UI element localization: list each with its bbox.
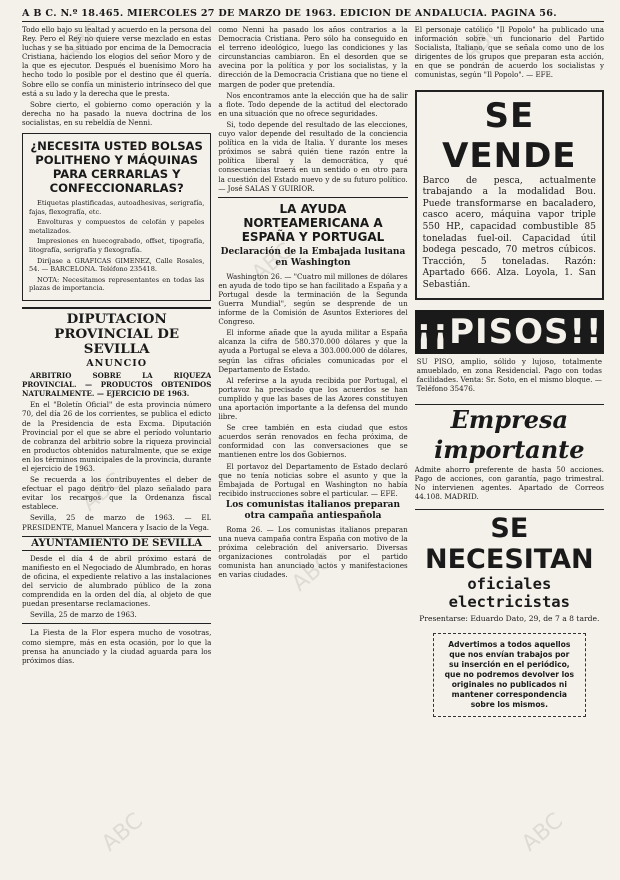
diputacion-subtitle: ANUNCIO xyxy=(86,357,148,369)
headline-comunistas: Los comunistas italianos preparan otra campaña antiespañola xyxy=(225,499,401,521)
column-middle xyxy=(218,25,407,867)
watermark: ABC xyxy=(77,468,128,517)
article-paragraph: La Fiesta de la Flor espera mucho de vosotras, como siempre, más en esta ocasión, por lo que la prensa ha anunciado y la ciudad aguarda para los próximos días. xyxy=(22,628,212,665)
ad-line: NOTA: Necesitamos representantes en todas las plazas de importancia. xyxy=(29,275,205,293)
se-vende-body: Barco de pesca, actualmente trabajando a la modalidad Bou. Puede transformarse en bacaladero, casco acero, máquina vapor triple 550 HP., capacidad combustible 85 toneladas fuel-oil. Capacidad útil bodega pescado, 70 metros cúbicos. Tracción, 5 toneladas. Razón: Apartado 666. Alza. Loyola, 1. San Sebastián. xyxy=(422,175,596,290)
article-paragraph: Se cree también en esta ciudad que estos acuerdos serán renovados en fecha próxima, de conformidad con las conversaciones que se mantienen entre los dos Gobiernos. xyxy=(218,423,408,460)
article-paragraph: como Nenni ha pasado los años contrarios a la Democracia Cristiana. Pero sólo ha conseguido en el terreno ideológico, luego las condiciones y las circunstancias cambiaron. En el desorden que se avecina por la política y por los socialistas, y la dirección de la Democracia Cristiana que no tiene el margen de poder que pretendía. xyxy=(218,25,408,89)
ad-line: Etiquetas plastificadas, autoadhesivas, serigrafía, fajas, flexografía, etc. xyxy=(29,199,205,216)
watermark: ABC xyxy=(247,238,298,287)
watermark: ABC xyxy=(457,18,508,67)
ad-title: ¿NECESITA USTED BOLSAS POLITHENO Y MÁQUINAS PARA CERRARLAS Y CONFECCIONARLAS? xyxy=(30,139,203,196)
article-paragraph: Todo ello bajo su lealtad y acuerdo en la persona del Rey. Pero el Rey no quiere verse mezclado en estas luchas y se ha situado por encima de la Democracia Cristiana, haciendo los elogios del señor Moro y de la que es ejecutor. Después el buenísimo Moro ha hecho todo lo posible por el destino que él quería. Sobre ello se confía un ministerio intrínseco del que está a su lado y la derecha que le presta. xyxy=(22,25,212,98)
ad-line: Diríjase a GRAFICAS GIMENEZ, Calle Rosales, 54. — BARCELONA. Teléfono 235418. xyxy=(29,256,205,274)
diputacion-title: DIPUTACION PROVINCIAL DE SEVILLA xyxy=(22,307,211,357)
divider xyxy=(22,623,211,624)
ad-bolsas-politheno xyxy=(22,133,211,301)
watermark: ABC xyxy=(517,808,568,857)
se-vende-title: SE VENDE xyxy=(442,95,577,176)
empresa-body: Admite ahorro preferente de hasta 50 acciones. Pago de acciones, con garantía, pago trimestral. No intervienen agentes. Apartado de Correos 44.108. MADRID. xyxy=(414,464,604,501)
subheadline-embajada: Declaración de la Embajada lusitana en Washington xyxy=(220,246,406,268)
se-necesitan-subtitle: oficiales electricistas xyxy=(448,574,570,611)
ad-line: Envolturas y compuestos de celofán y papeles metalizados. xyxy=(29,218,205,235)
article-paragraph: Sevilla, 25 de marzo de 1963. — EL PRESIDENTE, Manuel Mancera y Isacio de la Vega. xyxy=(22,513,212,532)
empresa-title: Empresa importante xyxy=(415,404,604,465)
column-left xyxy=(22,25,211,867)
column-right xyxy=(415,25,604,867)
ayuntamiento-title: AYUNTAMIENTO DE SEVILLA xyxy=(22,536,211,551)
article-paragraph: ARBITRIO SOBRE LA RIQUEZA PROVINCIAL. — PRODUCTOS OBTENIDOS NATURALMENTE. — EJERCICIO DE 1963. xyxy=(22,371,212,399)
headline-ayuda: LA AYUDA NORTEAMERICANA A ESPAÑA Y PORTUGAL xyxy=(241,201,385,244)
ad-line: Impresiones en huecograbado, offset, tipografía, litografía, serigrafía y flexografía. xyxy=(29,237,205,254)
article-paragraph: El personaje católico "Il Popolo" ha publicado una información sobre un funcionario del Partido Socialista, Italiano, que se señala como uno de los dirigentes de los grupos que preparan esta acción, en que se pondrán de acuerdo los socialistas y comunistas, según "Il Popolo". — EFE. xyxy=(414,25,604,80)
pisos-title: ¡¡PISOS!! xyxy=(416,311,603,352)
article-paragraph: Si, todo depende del resultado de las elecciones, cuyo valor depende del resultado de la conciencia política en la vida de Italia. Y durante los meses próximos se sabrá quién tiene razón entre la política liberal y la democrática, y qué consecuencias traerá en un sentido o en otro para la cuestión del Estado nuevo y de su futuro político. — José SALAS Y GUIRIOR. xyxy=(218,119,408,193)
page-header: A B C. N.º 18.465. MIERCOLES 27 DE MARZO DE 1963. EDICION DE ANDALUCIA. PAGINA 56. xyxy=(22,8,604,22)
article-paragraph: Al referirse a la ayuda recibida por Portugal, el portavoz ha precisado que los acuerdos se han cumplido y que las bases de las Azores constituyen una aportación importante a la defensa del mundo libre. xyxy=(218,375,408,422)
article-paragraph: Washington 26. — "Cuatro mil millones de dólares en ayuda de todo tipo se han facilitado a España y a Portugal desde la terminación de la Segunda Guerra Mundial", según se desprende de un informe de la Comisión de Asuntos Exteriores del Congreso. xyxy=(218,271,408,327)
article-paragraph: Roma 26. — Los comunistas italianos preparan una nueva campaña contra España con motivo de la próxima celebración del aniversario. Diversas organizaciones controladas por el partido comunista han anunciado actos y manifestaciones en varias ciudades. xyxy=(218,524,408,580)
article-paragraph: Sobre cierto, el gobierno como operación y la derecha no ha pasado la nueva doctrina de los socialistas, en su rebeldía de Nenni. xyxy=(22,99,212,127)
article-paragraph: Nos encontramos ante la elección que ha de salir a flote. Todo depende de la actitud del electorado en una situación que no ofrece seguridades. xyxy=(218,90,408,118)
divider xyxy=(218,197,407,198)
watermark: ABC xyxy=(97,808,148,857)
columns xyxy=(22,25,604,867)
se-necesitan-title: SE NECESITAN xyxy=(415,509,604,575)
ad-se-vende xyxy=(415,90,604,300)
pisos-body: SU PISO, amplio, sólido y lujoso, totalmente amueblado, en zona Residencial. Pago con todas facilidades. Venta: Sr. Soto, en el mismo bloque. — Teléfono 35476. xyxy=(416,356,602,393)
article-paragraph: Sevilla, 25 de marzo de 1963. xyxy=(30,610,137,620)
article-paragraph: El informe añade que la ayuda militar a España alcanza la cifra de 580.370.000 dólares y que la ayuda a Portugal se eleva a 303.000.000 de dólares, según las cifras oficiales comunicadas por el Departamento de Estado. xyxy=(218,328,408,374)
se-necesitan-body: Presentarse: Eduardo Dato, 29, de 7 a 8 tarde. xyxy=(419,613,600,623)
article-paragraph: Desde el día 4 de abril próximo estará de manifiesto en el Negociado de Alumbrado, en horas de oficina, el expediente relativo a las instalaciones del servicio de alumbrado público de la zona comprendida en la orden del día, al objeto de que puedan presentarse reclamaciones. xyxy=(22,553,212,609)
watermark: ABC xyxy=(57,18,108,67)
article-paragraph: Se recuerda a los contribuyentes el deber de efectuar el pago dentro del plazo señalado para evitar los recargos que la Ordenanza fiscal establece. xyxy=(22,475,212,512)
watermark: ABC xyxy=(287,548,338,597)
advertencia-box: Advertimos a todos aquellos que nos envían trabajos por su inserción en el periódico, que no podremos devolver los originales no publicados ni mantener correspondencia sobre los mismos. xyxy=(433,633,586,717)
article-paragraph: En el "Boletín Oficial" de esta provincia número 70, del día 26 de los corrientes, se publica el edicto de la Presidencia de esta Excma. Diputación Provincial por el que se abre el período voluntario de cobranza del arbitrio sobre la riqueza provincial en productos obtenidos naturalmente, que se exige en los términos municipales de la provincia, durante el ejercicio de 1963. xyxy=(22,400,212,473)
article-paragraph: El portavoz del Departamento de Estado declaró que no tenía noticias sobre el asunto y que la Embajada de Portugal en Washington no había recibido instrucciones sobre el particular. — EFE. xyxy=(218,461,408,498)
